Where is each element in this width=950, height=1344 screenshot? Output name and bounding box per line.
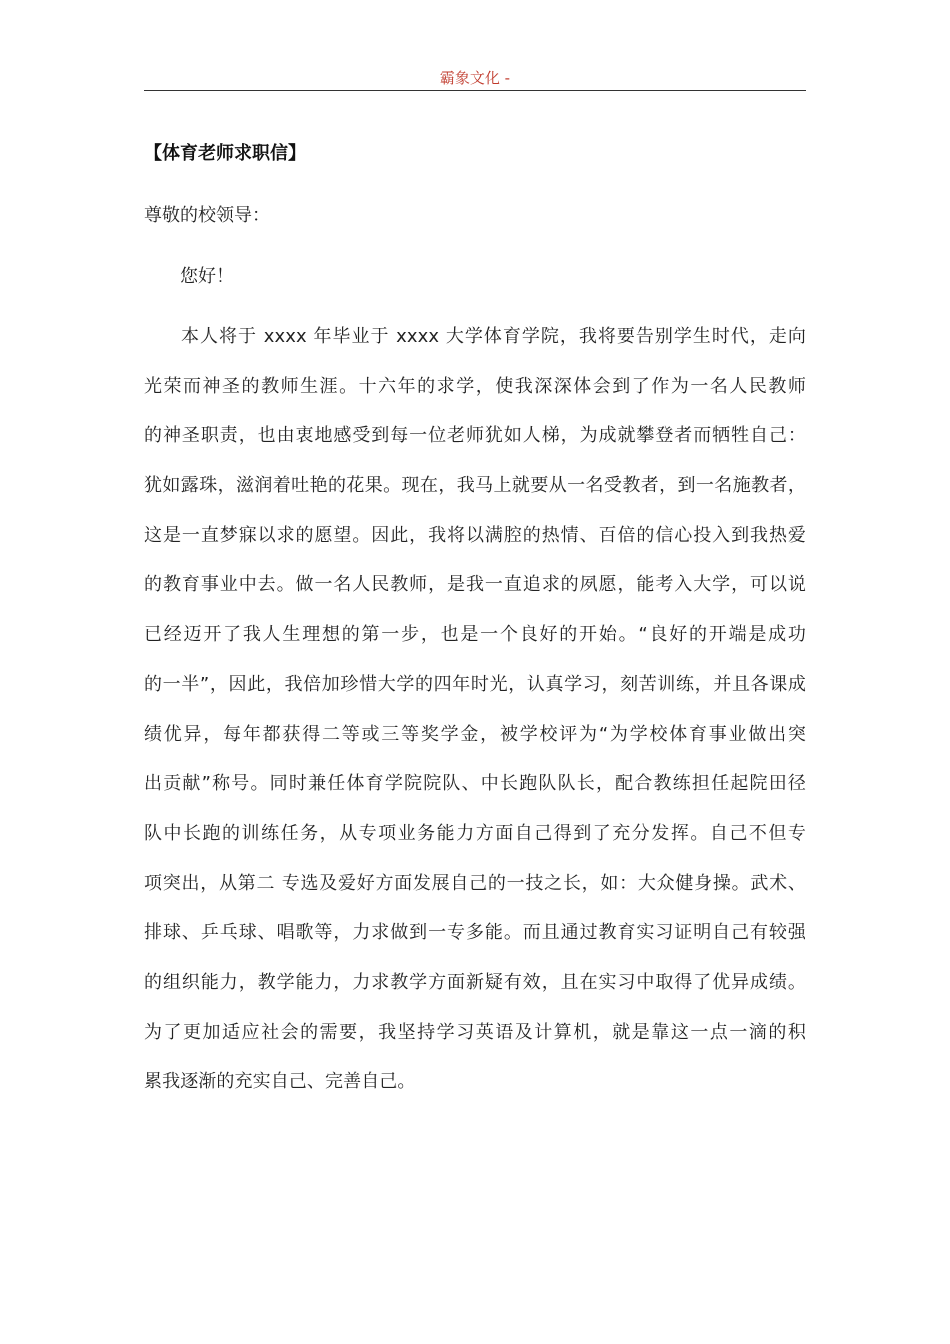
body-line: 光荣而神圣的教师生涯。十六年的求学，使我深深体会到了作为一名人民教师 [144, 375, 806, 397]
body-line: 队中长跑的训练任务，从专项业务能力方面自己得到了充分发挥。自己不但专 [144, 822, 806, 844]
body-line: 出贡献”称号。同时兼任体育学院院队、中长跑队队长，配合教练担任起院田径 [144, 773, 806, 795]
document-title: 【体育老师求职信】 [144, 143, 306, 164]
body-line: 的一半”，因此，我倍加珍惜大学的四年时光，认真学习，刻苦训练，并且各课成 [144, 673, 806, 695]
body-line: 本人将于 xxxx 年毕业于 xxxx 大学体育学院，我将要告别学生时代，走向 [181, 326, 806, 347]
body-line: 累我逐渐的充实自己、完善自己。 [144, 1071, 416, 1093]
salutation: 尊敬的校领导： [144, 205, 270, 226]
body-paragraph [144, 322, 806, 1117]
body-line: 已经迈开了我人生理想的第一步，也是一个良好的开始。“良好的开端是成功 [144, 624, 806, 646]
header-divider [144, 90, 806, 91]
header-brand: 霸象文化 - [439, 69, 511, 87]
body-line: 的神圣职责，也由衷地感受到每一位老师犹如人梯，为成就攀登者而牺牲自己： [144, 425, 806, 447]
body-line: 的组织能力，教学能力，力求教学方面新疑有效，且在实习中取得了优异成绩。 [144, 971, 806, 993]
greeting: 您好！ [180, 266, 234, 287]
body-line: 绩优异，每年都获得二等或三等奖学金，被学校评为“为学校体育事业做出突 [144, 723, 806, 745]
body-line: 犹如露珠，滋润着吐艳的花果。现在，我马上就要从一名受教者，到一名施教者， [144, 475, 806, 497]
body-line: 排球、乒乓球、唱歌等，力求做到一专多能。而且通过教育实习证明自己有较强 [144, 922, 806, 944]
body-line: 为了更加适应社会的需要，我坚持学习英语及计算机，就是靠这一点一滴的积 [144, 1021, 806, 1043]
body-line: 的教育事业中去。做一名人民教师，是我一直追求的夙愿，能考入大学，可以说 [144, 574, 806, 596]
body-line: 项突出，从第二 专选及爱好方面发展自己的一技之长，如：大众健身操。武术、 [144, 872, 806, 894]
body-line: 这是一直梦寐以求的愿望。因此，我将以满腔的热情、百倍的信心投入到我热爱 [144, 524, 806, 546]
